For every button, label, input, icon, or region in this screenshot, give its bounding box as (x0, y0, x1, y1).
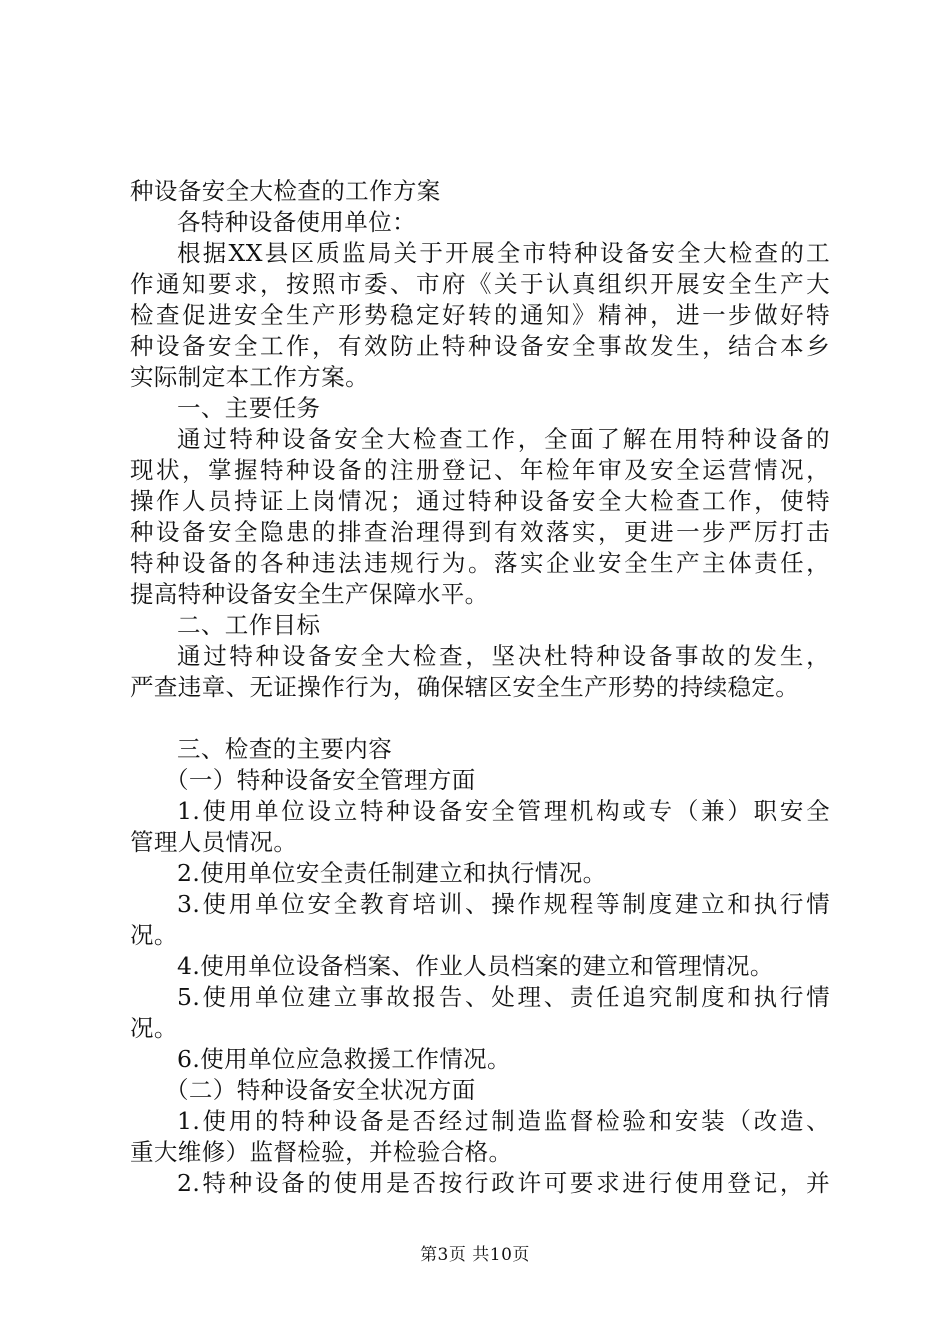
document-body (130, 176, 830, 1199)
subsection-heading: （二）特种设备安全状况方面 (165, 1076, 476, 1104)
paragraph-gap (130, 703, 830, 734)
page-footer (0, 1244, 950, 1266)
text-line: 通过特种设备安全大检查工作，全面了解在用特种设备的 (177, 425, 830, 453)
text-line: 提高特种设备安全生产保障水平。 (130, 580, 489, 608)
text-line: 4.使用单位设备档案、作业人员档案的建立和管理情况。 (177, 952, 774, 980)
text-line: 况。 (130, 1014, 178, 1042)
text-line: 况。 (130, 921, 178, 949)
text-line: 3.使用单位安全教育培训、操作规程等制度建立和执行情 (177, 890, 830, 918)
text-line: 检查促进安全生产形势稳定好转的通知》精神，进一步做好特 (130, 301, 830, 329)
text-line: 实际制定本工作方案。 (130, 363, 369, 391)
salutation: 各特种设备使用单位： (177, 208, 416, 236)
text-line: 作通知要求，按照市委、市府《关于认真组织开展安全生产大 (130, 270, 830, 298)
text-line: 5.使用单位建立事故报告、处理、责任追究制度和执行情 (177, 983, 830, 1011)
text-line: 1.使用单位设立特种设备安全管理机构或专（兼）职安全 (177, 797, 830, 825)
text-line: 管理人员情况。 (130, 828, 298, 856)
text-line: 通过特种设备安全大检查，坚决杜特种设备事故的发生， (177, 642, 830, 670)
text-line: 根据XX县区质监局关于开展全市特种设备安全大检查的工 (177, 239, 830, 267)
section-heading: 三、检查的主要内容 (177, 735, 393, 763)
text-line: 6.使用单位应急救援工作情况。 (177, 1045, 511, 1073)
text-line: 种设备安全大检查的工作方案 (130, 177, 441, 205)
section-heading: 二、工作目标 (177, 611, 321, 639)
text-line: 2.使用单位安全责任制建立和执行情况。 (177, 859, 607, 887)
text-line: 2.特种设备的使用是否按行政许可要求进行使用登记，并 (177, 1169, 830, 1197)
section-heading: 一、主要任务 (177, 394, 321, 422)
text-line: 1.使用的特种设备是否经过制造监督检验和安装（改造、 (177, 1107, 830, 1135)
page-number: 第3页 共10页 (420, 1245, 530, 1265)
subsection-heading: （一）特种设备安全管理方面 (165, 766, 476, 794)
text-line: 特种设备的各种违法违规行为。落实企业安全生产主体责任， (130, 549, 830, 577)
text-line: 严查违章、无证操作行为，确保辖区安全生产形势的持续稳定。 (130, 673, 800, 701)
text-line: 现状，掌握特种设备的注册登记、年检年审及安全运营情况， (130, 456, 830, 484)
text-line: 种设备安全工作，有效防止特种设备安全事故发生，结合本乡 (130, 332, 830, 360)
text-line: 种设备安全隐患的排查治理得到有效落实，更进一步严厉打击 (130, 518, 830, 546)
text-line: 重大维修）监督检验，并检验合格。 (130, 1138, 513, 1166)
text-line: 操作人员持证上岗情况；通过特种设备安全大检查工作，使特 (130, 487, 830, 515)
